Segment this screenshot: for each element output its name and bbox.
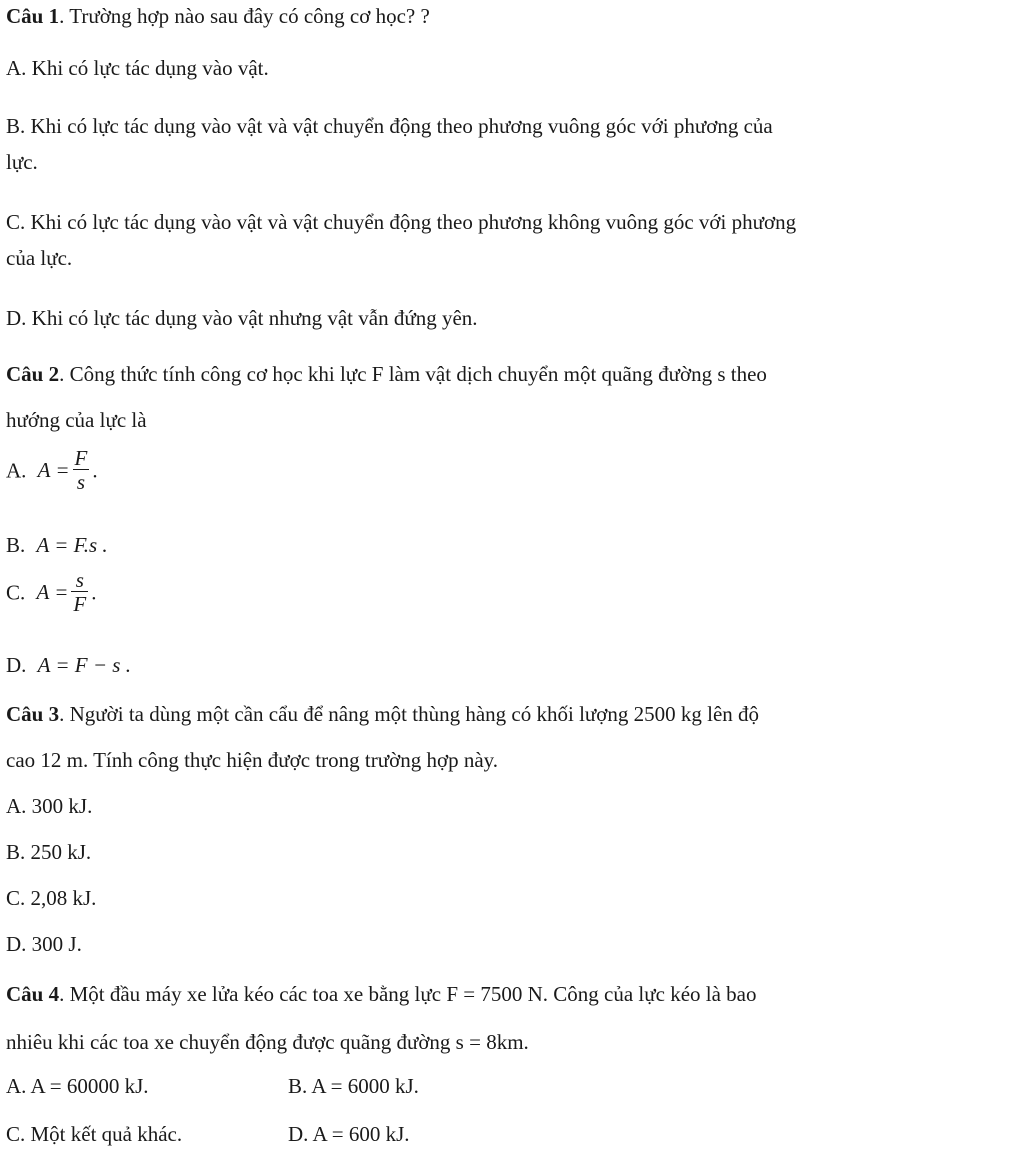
q2-option-c: C. A = $\frac{s}{F}$ . — [6, 568, 97, 616]
question-4-text-line2: nhiêu khi các toa xe chuyển động được quãng đường s = 8km. — [6, 1030, 529, 1054]
question-3-title — [6, 704, 759, 725]
q2-option-a-lhs: A = — [37, 458, 70, 483]
question-1-title — [6, 6, 430, 27]
q4-option-c: C. Một kết quả khác. — [6, 1122, 183, 1146]
q1-option-a: A. Khi có lực tác dụng vào vật. — [6, 56, 269, 80]
q1-option-b-line2: lực. — [6, 150, 38, 174]
q2-option-a-numerator: F — [74, 446, 88, 470]
question-3-label: Câu 3 — [6, 702, 60, 726]
q2-option-d — [6, 655, 131, 676]
q1-option-b-line1: B. Khi có lực tác dụng vào vật và vật chuyển động theo phương vuông góc với phương của — [6, 114, 773, 138]
question-1-label: Câu 1 — [6, 4, 60, 28]
q4-option-b: B. A = 6000 kJ. — [288, 1074, 419, 1098]
q2-option-a-letter: A. — [6, 458, 27, 483]
q2-option-c-letter: C. — [6, 580, 26, 605]
q3-option-d: D. 300 J. — [6, 932, 82, 956]
question-1-text: . Trường hợp nào sau đây có công cơ học? ? — [59, 4, 430, 28]
question-2-text-line1: . Công thức tính công cơ học khi lực F làm vật dịch chuyển một quãng đường s theo — [59, 362, 767, 386]
q2-option-a-fraction — [73, 448, 90, 493]
q2-option-a: A. A = $\frac{F}{s}$ . — [6, 446, 98, 494]
question-3-text-line1: . Người ta dùng một cần cẩu để nâng một thùng hàng có khối lượng 2500 kg lên độ — [59, 702, 760, 726]
q3-option-c: C. 2,08 kJ. — [6, 886, 97, 910]
q2-option-a-denominator: s — [73, 469, 90, 493]
q2-option-b-letter: B. — [6, 533, 26, 557]
q2-option-c-numerator: s — [75, 568, 84, 592]
q2-option-d-letter: D. — [6, 653, 27, 677]
q2-option-b-expr: A = F.s . — [36, 533, 108, 557]
q4-option-d: D. A = 600 kJ. — [288, 1122, 410, 1146]
question-4-label: Câu 4 — [6, 982, 60, 1006]
q2-option-b — [6, 535, 108, 556]
q2-option-c-lhs: A = — [36, 580, 69, 605]
question-2-title — [6, 364, 767, 385]
question-3-text-line2: cao 12 m. Tính công thực hiện được trong trường hợp này. — [6, 748, 499, 772]
q2-option-c-denominator: F — [73, 592, 87, 616]
question-2-label: Câu 2 — [6, 362, 60, 386]
q4-option-a: A. A = 60000 kJ. — [6, 1074, 149, 1098]
question-4-text-line1: . Một đầu máy xe lửa kéo các toa xe bằng lực F = 7500 N. Công của lực kéo là bao — [59, 982, 757, 1006]
q1-option-c-line1: C. Khi có lực tác dụng vào vật và vật chuyển động theo phương không vuông góc với phương — [6, 210, 797, 234]
q1-option-c-line2: của lực. — [6, 246, 73, 270]
q1-option-d: D. Khi có lực tác dụng vào vật nhưng vật vẫn đứng yên. — [6, 306, 478, 330]
q2-option-d-expr: A = F − s . — [37, 653, 131, 677]
question-4-title — [6, 984, 757, 1005]
q3-option-b: B. 250 kJ. — [6, 840, 92, 864]
q3-option-a: A. 300 kJ. — [6, 794, 93, 818]
q2-option-c-fraction — [71, 570, 88, 615]
question-2-text-line2: hướng của lực là — [6, 408, 147, 432]
